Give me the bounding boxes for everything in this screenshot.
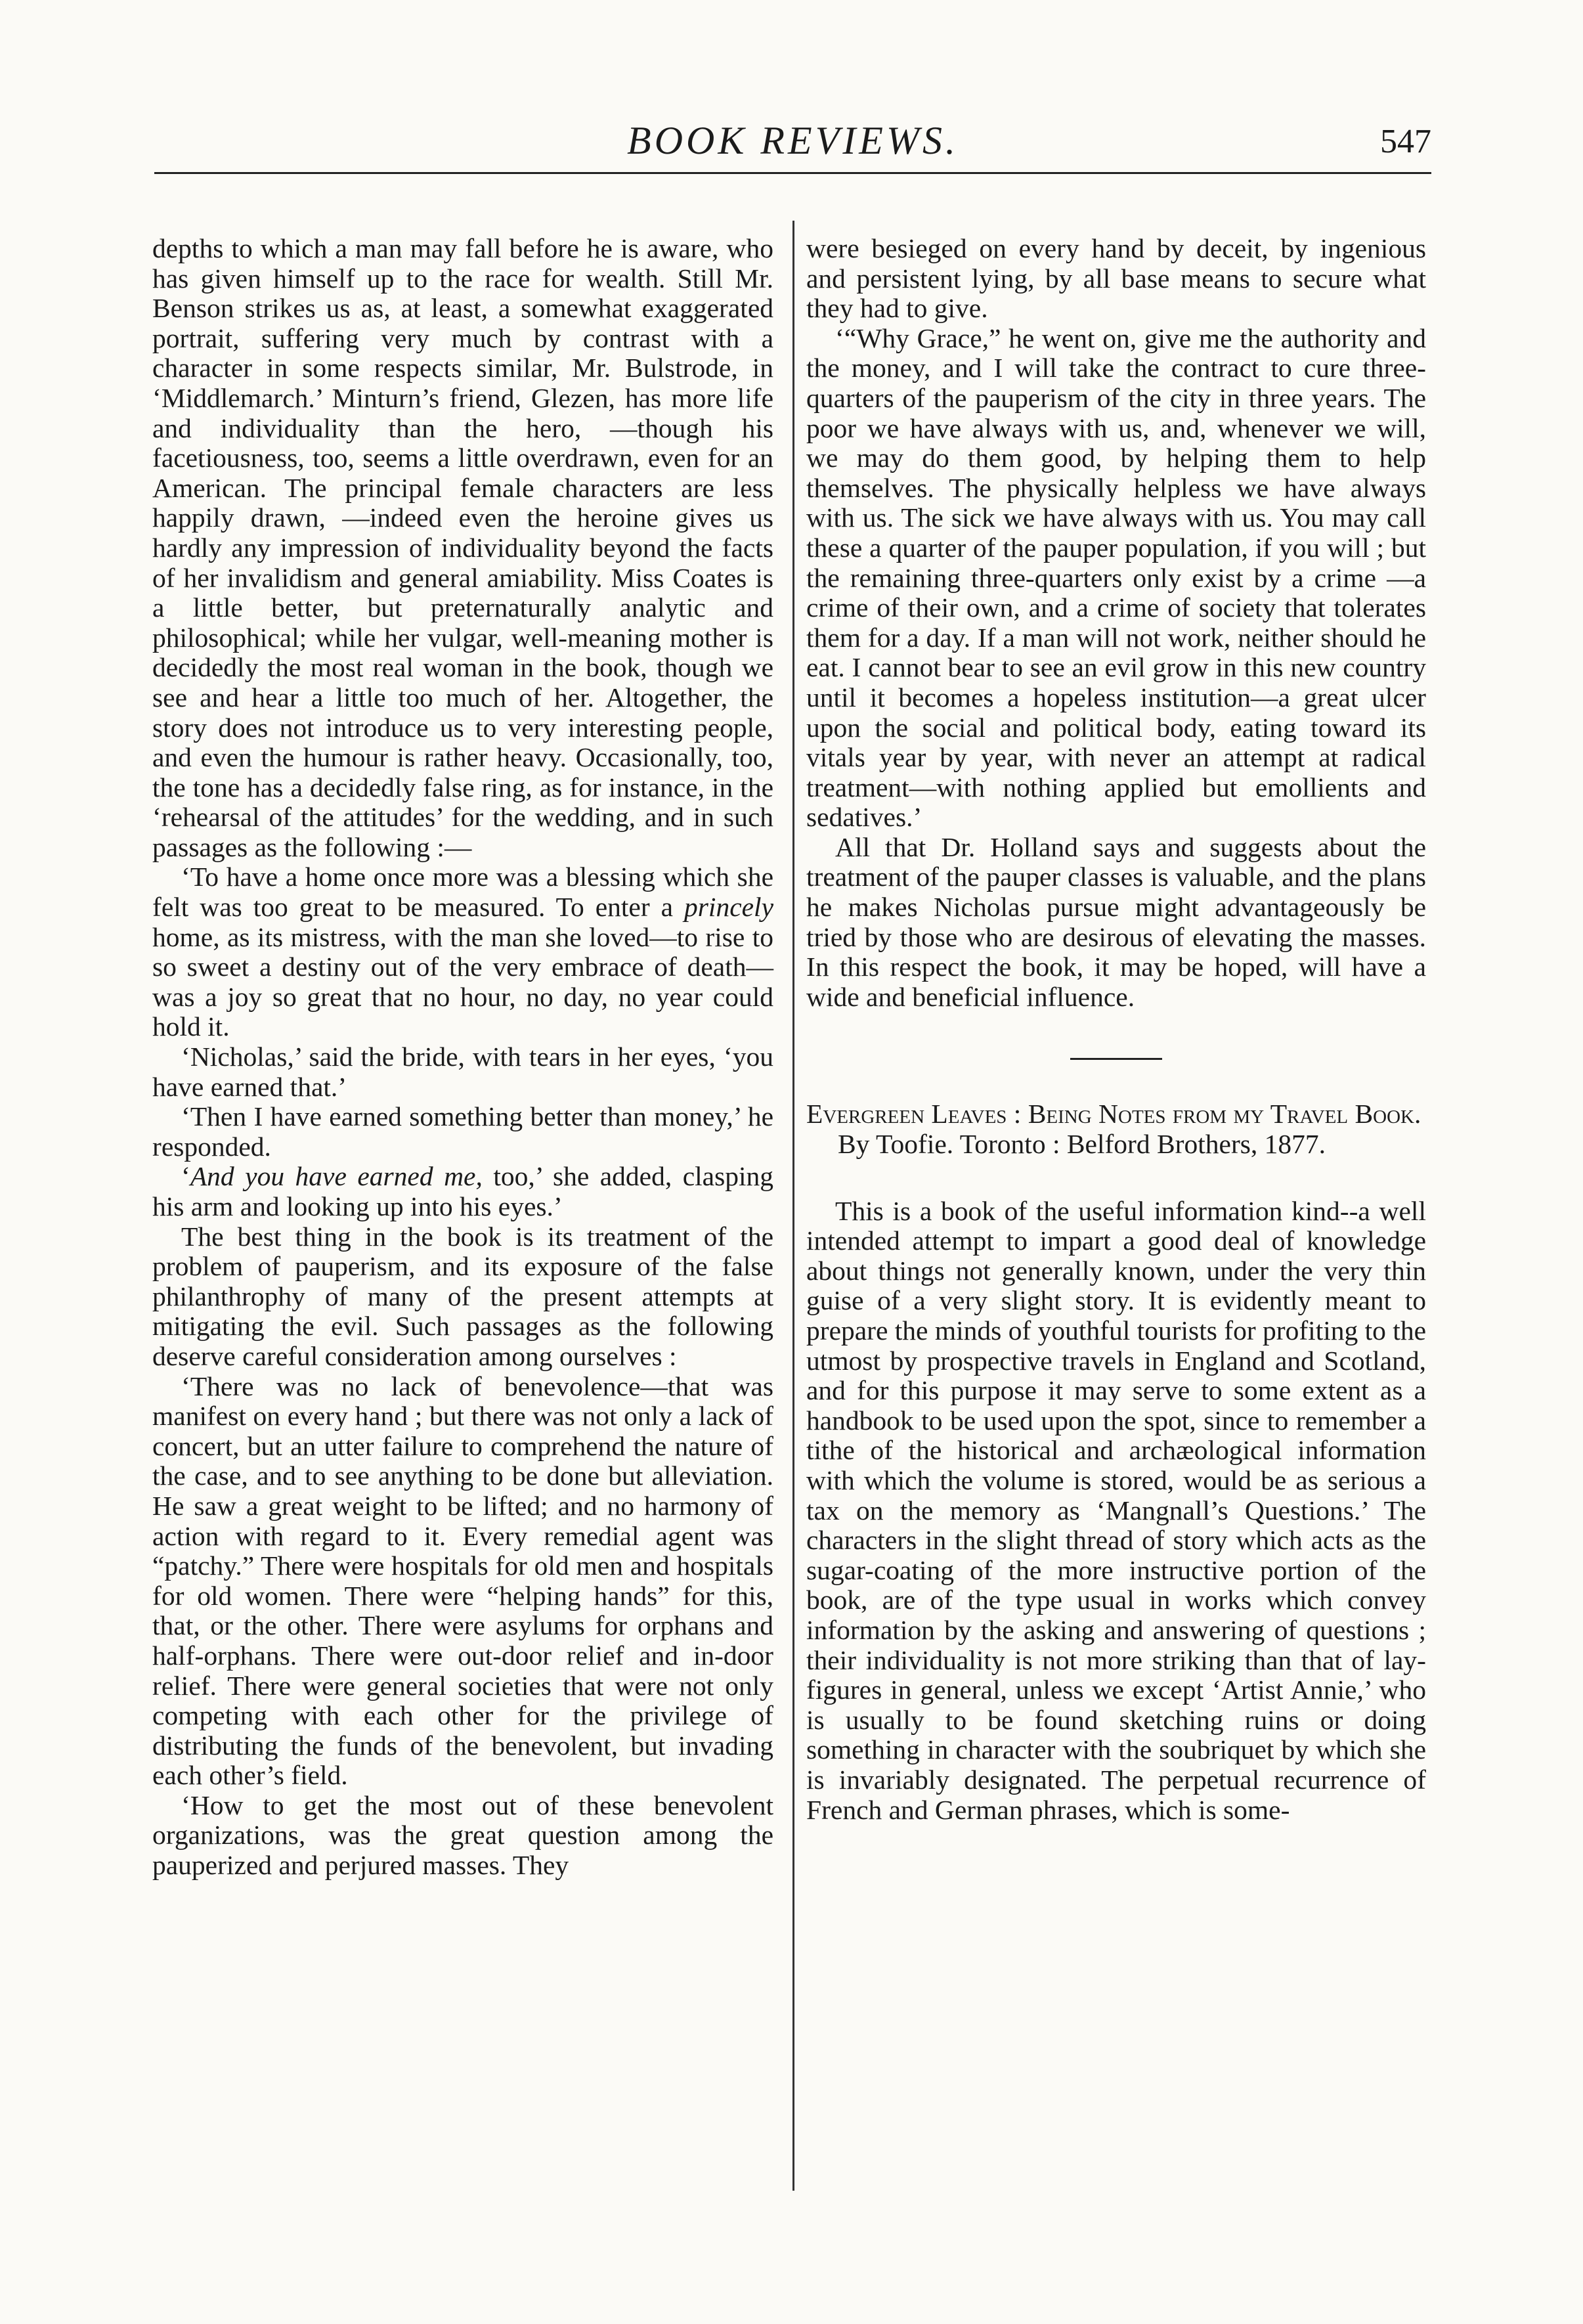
paragraph bbox=[152, 862, 773, 1042]
text-segment: depths to which a man may fall before he is aware, who has given himself up to the race for wealth. Still Mr. Benson strikes us as, at least, a somewhat exaggerated portrait, suffering very much by contrast with a character in some respects similar, Mr. Bulstrode, in ‘Middlemarch.’ Minturn’s friend, Glezen, has more life and individuality than the hero, —though his facetiousness, too, seems a little overdrawn, even for an American. The principal female characters are less happily drawn, —indeed even the heroine gives us hardly any impression of individuality beyond the facts of her invalidism and general amiability. Miss Coates is a little better, but preternaturally analytic and philosophical; while her vulgar, well-meaning mother is decidedly the most real woman in the book, though we see and hear a little too much of her. Altogether, the story does not introduce us to very interesting people, and even the humour is rather heavy. Occasionally, too, the tone has a decidedly false ring, as for instance, in the ‘rehearsal of the attitudes’ for the wedding, and in such passages as the following :— bbox=[152, 233, 773, 862]
text-segment: ‘“Why Grace,” he went on, give me the authority and the money, and I will take the contract to cure three-quarters of the pauperism of the city in three years. The poor we have always with us, and, whenever we will, we may do them good, by helping them to help themselves. The physically helpless we have always with us. The sick we have always with us. You may call these a quarter of the pauper population, if you will ; but the remaining three-quarters only exist by a crime —a crime of their own, and a crime of society that tolerates them for a day. If a man will not work, neither should he eat. I cannot bear to see an evil grow in this new country until it becomes a hopeless institution—a great ulcer upon the social and political body, eating toward its vitals year by year, with never an attempt at radical treatment—with nothing applied but emollients and sedatives.’ bbox=[806, 322, 1426, 833]
text-segment: ‘Then I have earned something better than money,’ he responded. bbox=[152, 1101, 773, 1162]
paragraph bbox=[152, 1791, 773, 1881]
header-rule bbox=[154, 172, 1431, 174]
paragraph bbox=[806, 234, 1426, 324]
left-column-text bbox=[152, 234, 773, 1881]
text-segment: ‘Nicholas,’ said the bride, with tears in her eyes, ‘you have earned that.’ bbox=[152, 1041, 773, 1102]
section-separator bbox=[1070, 1058, 1162, 1060]
right-column bbox=[806, 234, 1426, 1825]
left-column bbox=[152, 234, 773, 1881]
text-segment: too,’ she added, clasping his arm and looking up into his eyes.’ bbox=[152, 1161, 773, 1221]
paragraph bbox=[152, 1102, 773, 1162]
page-header bbox=[154, 118, 1431, 184]
text-segment: ‘To have a home once more was a blessing which she felt was too great to be measured. To enter a bbox=[152, 862, 773, 923]
paragraph bbox=[152, 1372, 773, 1791]
text-segment: All that Dr. Holland says and suggests about the treatment of the pauper classes is valuable, and the plans he makes Nicholas pursue might advantageously be tried by those who are desirous of elevating the masses. In this respect the book, it may be hoped, will have a wide and beneficial influence. bbox=[806, 831, 1426, 1012]
text-segment: Evergreen Leaves : Being Notes from my Travel Book. bbox=[806, 1099, 1421, 1129]
paragraph bbox=[152, 1042, 773, 1102]
paragraph bbox=[806, 324, 1426, 833]
running-title: BOOK REVIEWS. bbox=[627, 119, 959, 162]
paragraph bbox=[152, 1162, 773, 1221]
paragraph bbox=[806, 1196, 1426, 1825]
text-segment: ‘ bbox=[181, 1161, 190, 1192]
page-number: 547 bbox=[1380, 123, 1431, 160]
right-column-text-top bbox=[806, 234, 1426, 1012]
text-segment: princely bbox=[684, 892, 773, 923]
text-segment: ‘There was no lack of benevolence—that was manifest on every hand ; but there was not only a lack of concert, but an utter failure to comprehend the nature of the case, and to see anything to be done but alleviation. He saw a great weight to be lifted; and no harmony of action with regard to it. Every remedial agent was “patchy.” There were hospitals for old men and hospitals for old women. There were “helping hands” for this, that, or the other. There were asylums for orphans and half-orphans. There were out-door relief and in-door relief. There were general societies that were not only competing with each other for the privilege of distributing the funds of the benevolent, but invading each other’s field. bbox=[152, 1370, 773, 1791]
text-segment: By Toofie. Toronto : Belford Brothers, 1877. bbox=[838, 1129, 1326, 1160]
paragraph bbox=[152, 234, 773, 862]
text-segment: were besieged on every hand by deceit, by ingenious and persistent lying, by all base means to secure what they had to give. bbox=[806, 233, 1426, 324]
text-segment: home, as its mistress, with the man she loved—to rise to so sweet a destiny out of the very embrace of death—was a joy so great that no hour, no day, no year could hold it. bbox=[152, 921, 773, 1042]
text-segment: This is a book of the useful information kind--a well intended attempt to impart a good deal of knowledge about things not generally known, under the very thin guise of a very slight story. It is evidently meant to prepare the minds of youthful tourists for profiting to the utmost by prospective travels in England and Scotland, and for this purpose it may serve to some extent as a handbook to be used upon the spot, since to remember a tithe of the historical and archæological information with which the volume is stored, would be as serious a tax on the memory as ‘Mangnall’s Questions.’ The characters in the slight thread of story which acts as the sugar-coating of the more instructive portion of the book, are of the type usual in works which convey information by the asking and answering of questions ; their individuality is not more striking than that of lay-figures in general, unless we except ‘Artist Annie,’ who is usually to be found sketching ruins or doing something in character with the soubriquet by which she is invariably designated. The perpetual recurrence of French and German phrases, which is some- bbox=[806, 1195, 1426, 1825]
right-column-text-bottom bbox=[806, 1196, 1426, 1825]
column-divider bbox=[792, 221, 794, 2191]
review-citation bbox=[806, 1099, 1426, 1159]
text-segment: ‘How to get the most out of these benevolent organizations, was the great question among the pauperized and perjured masses. They bbox=[152, 1789, 773, 1881]
text-segment: The best thing in the book is its treatment of the problem of pauperism, and its exposure of the false philanthrophy of many of the present attempts at mitigating the evil. Such passages as the following deserve careful consideration among ourselves : bbox=[152, 1221, 773, 1371]
paragraph bbox=[806, 833, 1426, 1013]
paragraph bbox=[152, 1222, 773, 1372]
text-segment: And you have earned me, bbox=[190, 1161, 483, 1192]
